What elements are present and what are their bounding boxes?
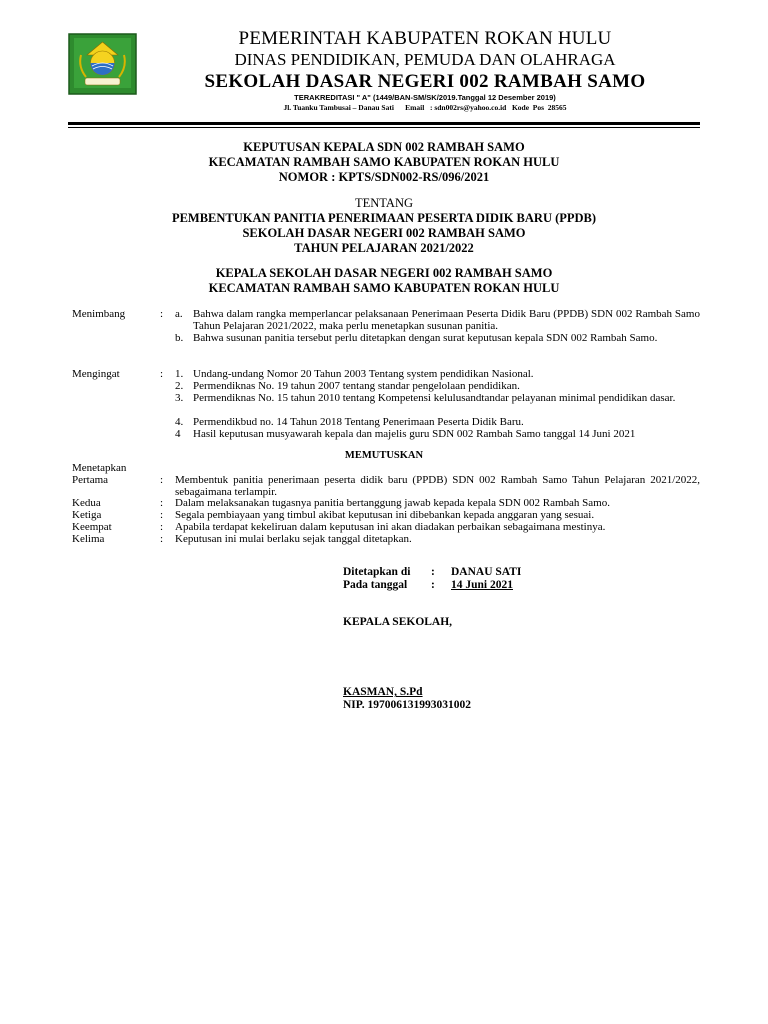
signed-date-row [343, 579, 513, 591]
decision-row [72, 521, 700, 533]
decision-row [72, 474, 700, 498]
list-marker: a. [175, 308, 183, 320]
decision-text [175, 497, 700, 509]
list-marker: 4 [175, 428, 181, 440]
letterhead [150, 28, 700, 113]
decision-row [72, 533, 700, 545]
decision-text-content: Segala pembiayaan yang timbul akibat keputusan ini dibebankan kepada anggaran yang sesuai. [175, 509, 595, 521]
signed-place-label: Ditetapkan di [343, 566, 411, 578]
letterhead-accreditation: TERAKREDITASI " A" (1449/BAN-SM/SK/2019.Tanggal 12 Desember 2019) [294, 93, 556, 102]
signed-date-label: Pada tanggal [343, 579, 408, 591]
list-marker: 1. [175, 368, 184, 380]
regency-coat-of-arms-icon [68, 33, 137, 95]
subject-line: PEMBENTUKAN PANITIA PENERIMAAN PESERTA DIDIK BARU (PPDB) [171, 211, 597, 225]
list-text: Hasil keputusan musyawarah kepala dan majelis guru SDN 002 Rambah Samo tanggal 14 Juni 2021 [193, 428, 636, 440]
decision-row [72, 497, 700, 509]
list-text: Bahwa dalam rangka memperlancar pelaksanaan Penerimaan Peserta Didik Baru (PPDB) SDN 002 Rambah Samo Tahun Pelajaran 2021/2022, maka perlu menetapkan susunan panitia. [193, 308, 700, 332]
decree-title-line: KEPUTUSAN KEPALA SDN 002 RAMBAH SAMO [243, 140, 525, 154]
letterhead-address: Jl. Tuanku Tambusai – Danau Sati Email : sdn002rs@yahoo.co.id Kode Pos 28565 [283, 103, 567, 112]
decision-text-content: Membentuk panitia penerimaan peserta didik baru (PPDB) SDN 002 Rambah Samo Tahun Pelajaran 2021/2022, sebagaimana terlampir. [175, 474, 700, 498]
list-text: Permendikbud no. 14 Tahun 2018 Tentang Penerimaan Peserta Didik Baru. [193, 416, 524, 428]
decision-text [175, 533, 700, 545]
decision-colon: : [160, 533, 164, 545]
signed-place-value: DANAU SATI [451, 566, 522, 578]
decision-colon: : [160, 521, 164, 533]
section-label: Menimbang [72, 308, 126, 320]
list-item [175, 416, 700, 428]
decision-label: Pertama [72, 474, 109, 486]
list-marker: 4. [175, 416, 184, 428]
decision-colon: : [160, 474, 164, 486]
decision-text [175, 509, 700, 521]
issuer-line: KECAMATAN RAMBAH SAMO KABUPATEN ROKAN HULU [208, 281, 560, 295]
decides-heading: MEMUTUSKAN [344, 450, 424, 461]
list-marker: b. [175, 332, 184, 344]
list-text: Permendiknas No. 15 tahun 2010 tentang Kompetensi kelulusandtandar pelayanan minimal pendidikan dasar. [193, 392, 676, 404]
issuer-block [68, 266, 700, 296]
section-colon: : [160, 368, 164, 380]
decision-text-content: Keputusan ini mulai berlaku sejak tanggal ditetapkan. [175, 533, 412, 545]
considering-section [72, 308, 700, 356]
section-label: Mengingat [72, 368, 120, 380]
signatory-role: KEPALA SEKOLAH, [343, 616, 453, 628]
section-label: Menetapkan [72, 462, 127, 474]
letterhead-divider [68, 122, 700, 125]
letterhead-department: DINAS PENDIDIKAN, PEMUDA DAN OLAHRAGA [234, 50, 616, 69]
subject-line: SEKOLAH DASAR NEGERI 002 RAMBAH SAMO [242, 226, 526, 240]
list-item [175, 308, 700, 332]
decree-subject [68, 196, 700, 256]
list-item [175, 368, 700, 380]
section-colon: : [160, 308, 164, 320]
letterhead-divider-thin [68, 127, 700, 128]
list-item [175, 332, 700, 344]
decision-colon: : [160, 497, 164, 509]
list-text: Permendiknas No. 19 tahun 2007 tentang standar pengelolaan pendidikan. [193, 380, 520, 392]
decree-title [68, 140, 700, 185]
letterhead-school: SEKOLAH DASAR NEGERI 002 RAMBAH SAMO [204, 71, 646, 92]
decree-number: NOMOR : KPTS/SDN002-RS/096/2021 [278, 170, 490, 184]
list-text: Bahwa susunan panitia tersebut perlu ditetapkan dengan surat keputusan kepala SDN 002 Rambah Samo. [193, 332, 658, 344]
signatory-name: KASMAN, S.Pd [343, 686, 423, 698]
decision-colon: : [160, 509, 164, 521]
decision-text [175, 474, 700, 498]
list-item [175, 428, 700, 440]
decree-title-line: KECAMATAN RAMBAH SAMO KABUPATEN ROKAN HULU [208, 155, 560, 169]
list-text: Undang-undang Nomor 20 Tahun 2003 Tentang system pendidikan Nasional. [193, 368, 534, 380]
decision-label: Kedua [72, 497, 101, 509]
letterhead-government: PEMERINTAH KABUPATEN ROKAN HULU [238, 28, 612, 49]
decision-label: Ketiga [72, 509, 102, 521]
signatory-nip: NIP. 197006131993031002 [343, 699, 471, 711]
signed-date-value: 14 Juni 2021 [451, 579, 513, 591]
list-marker: 3. [175, 392, 184, 404]
decision-text [175, 521, 700, 533]
signed-place-colon: : [431, 566, 435, 578]
decision-row [72, 509, 700, 521]
decision-text-content: Dalam melaksanakan tugasnya panitia bertanggung jawab kepada kepala SDN 002 Rambah Samo. [175, 497, 610, 509]
signed-place-row [343, 566, 521, 578]
subject-heading: TENTANG [354, 196, 413, 210]
issuer-line: KEPALA SEKOLAH DASAR NEGERI 002 RAMBAH SAMO [215, 266, 553, 280]
establish-label-row [72, 462, 700, 474]
subject-line: TAHUN PELAJARAN 2021/2022 [294, 241, 474, 255]
decision-label: Keempat [72, 521, 112, 533]
list-item [175, 392, 700, 404]
list-marker: 2. [175, 380, 184, 392]
decision-text-content: Apabila terdapat kekeliruan dalam keputusan ini akan diadakan perbaikan sebagaimana mestinya. [175, 521, 606, 533]
list-item [175, 380, 700, 392]
decision-label: Kelima [72, 533, 105, 545]
recalling-section [72, 368, 700, 450]
signed-date-colon: : [431, 579, 435, 591]
